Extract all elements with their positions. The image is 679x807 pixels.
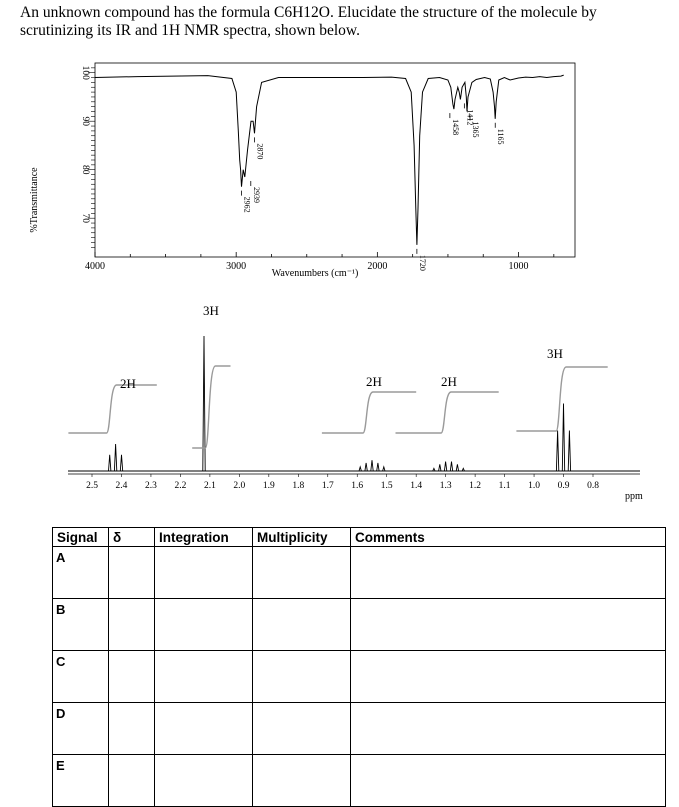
ir-ylabel: %Transmittance xyxy=(29,167,40,233)
nmr-spectrum-chart xyxy=(0,290,679,505)
integration-cell[interactable] xyxy=(155,703,253,755)
nmr-integral-label: 2H xyxy=(441,374,457,389)
nmr-peak-line xyxy=(456,464,458,471)
svg-text:1365: 1365 xyxy=(471,121,480,138)
integration-cell[interactable] xyxy=(155,599,253,651)
nmr-peak-line xyxy=(120,455,122,471)
header-integration: Integration xyxy=(155,528,253,547)
nmr-integral-label: 2H xyxy=(366,374,382,389)
nmr-peak-line xyxy=(568,431,570,472)
ir-xlabel: Wavenumbers (cm⁻¹) xyxy=(271,268,359,279)
svg-text:1458: 1458 xyxy=(450,119,460,136)
nmr-xtick-label: 1.1 xyxy=(498,481,511,491)
nmr-peak-line xyxy=(439,464,441,471)
nmr-xtick-label: 1.2 xyxy=(469,481,482,491)
nmr-integral-label: 3H xyxy=(203,303,219,318)
nmr-xtick-label: 1.0 xyxy=(528,481,540,491)
multiplicity-cell[interactable] xyxy=(253,599,351,651)
ir-xtick-label: 2000 xyxy=(367,261,388,272)
svg-text:1165: 1165 xyxy=(496,128,506,145)
comments-cell[interactable] xyxy=(351,755,666,807)
svg-text:2870: 2870 xyxy=(255,143,265,160)
svg-text:1720: 1720 xyxy=(417,254,427,271)
nmr-xtick-label: 1.4 xyxy=(410,481,423,491)
ir-xtick-label: 3000 xyxy=(226,261,247,272)
header-comments: Comments xyxy=(351,528,666,547)
nmr-xlabel: ppm xyxy=(625,491,643,502)
nmr-peak-line xyxy=(371,460,373,471)
multiplicity-cell[interactable] xyxy=(253,703,351,755)
signal-label: B xyxy=(53,599,109,651)
nmr-xtick-label: 1.8 xyxy=(292,481,305,491)
table-row xyxy=(53,755,666,807)
nmr-signal xyxy=(433,462,465,471)
nmr-peak-line xyxy=(365,463,367,471)
integration-cell[interactable] xyxy=(155,547,253,599)
svg-text:2939: 2939 xyxy=(251,186,261,203)
header-multiplicity: Multiplicity xyxy=(253,528,351,547)
nmr-integral-label: 2H xyxy=(120,376,136,391)
nmr-peak-line xyxy=(450,462,452,471)
delta-cell[interactable] xyxy=(109,547,155,599)
nmr-signal xyxy=(109,444,123,471)
nmr-xtick-label: 1.5 xyxy=(380,481,393,491)
header-delta: δ xyxy=(109,528,155,547)
delta-cell[interactable] xyxy=(109,703,155,755)
ir-ytick-label: 80 xyxy=(80,164,90,175)
question-text: An unknown compound has the formula C6H12O. Elucidate the structure of the molecule by scrutinizing its IR and 1H NMR spectra, shown below. xyxy=(20,4,597,39)
nmr-xtick-label: 2.5 xyxy=(86,481,98,491)
nmr-xtick-label: 0.8 xyxy=(587,481,599,491)
nmr-peak-line xyxy=(109,455,111,471)
signal-label: E xyxy=(53,755,109,807)
nmr-integral xyxy=(192,303,230,448)
svg-text:1412: 1412 xyxy=(465,109,475,126)
nmr-xtick-label: 2.1 xyxy=(203,481,216,491)
multiplicity-cell[interactable] xyxy=(253,547,351,599)
nmr-signal xyxy=(203,336,205,471)
nmr-peak-line xyxy=(114,444,116,471)
multiplicity-cell[interactable] xyxy=(253,651,351,703)
ir-curve xyxy=(95,75,564,245)
ir-ytick-label: 90 xyxy=(80,116,90,126)
ir-peak-label xyxy=(417,249,427,271)
ir-xtick-label: 1000 xyxy=(508,261,529,272)
delta-cell[interactable] xyxy=(109,651,155,703)
nmr-integral xyxy=(68,376,156,433)
comments-cell[interactable] xyxy=(351,547,666,599)
header-signal: Signal xyxy=(53,528,109,547)
signal-label: C xyxy=(53,651,109,703)
ir-ytick-label: 70 xyxy=(80,213,90,223)
nmr-peak-line xyxy=(562,404,564,472)
ir-peak-label xyxy=(450,113,460,135)
answer-table xyxy=(52,527,666,807)
nmr-signal xyxy=(359,460,385,471)
ir-peak-label xyxy=(495,123,505,145)
signal-label: D xyxy=(53,703,109,755)
integration-cell[interactable] xyxy=(155,651,253,703)
nmr-peak-line xyxy=(359,467,361,471)
nmr-integral xyxy=(322,374,416,433)
nmr-integral xyxy=(516,346,607,431)
delta-cell[interactable] xyxy=(109,755,155,807)
ir-peak-label xyxy=(255,137,265,159)
table-row xyxy=(53,651,666,703)
nmr-peak-line xyxy=(203,336,205,471)
nmr-xtick-label: 1.3 xyxy=(439,481,452,491)
nmr-xtick-label: 2.0 xyxy=(233,481,246,491)
nmr-xtick-label: 1.9 xyxy=(262,481,275,491)
nmr-xtick-label: 2.3 xyxy=(145,481,157,491)
table-header-row xyxy=(53,528,666,547)
nmr-xtick-label: 1.6 xyxy=(351,481,364,491)
table-row xyxy=(53,703,666,755)
multiplicity-cell[interactable] xyxy=(253,755,351,807)
delta-cell[interactable] xyxy=(109,599,155,651)
nmr-xtick-label: 2.4 xyxy=(115,481,128,491)
signal-label: A xyxy=(53,547,109,599)
nmr-xtick-label: 0.9 xyxy=(557,481,570,491)
ir-plot-frame xyxy=(95,63,575,257)
ir-xtick-label: 4000 xyxy=(85,261,105,272)
nmr-xtick-label: 1.7 xyxy=(321,481,334,491)
comments-cell[interactable] xyxy=(351,651,666,703)
nmr-peak-line xyxy=(556,431,558,472)
nmr-peak-line xyxy=(444,462,446,471)
comments-cell[interactable] xyxy=(351,703,666,755)
table-row xyxy=(53,599,666,651)
nmr-peak-line xyxy=(377,463,379,471)
nmr-xtick-label: 2.2 xyxy=(174,481,187,491)
nmr-integral-label: 3H xyxy=(547,346,563,361)
ir-peak-label xyxy=(251,181,261,203)
nmr-peak-line xyxy=(383,467,385,471)
table-row xyxy=(53,547,666,599)
svg-text:2962: 2962 xyxy=(242,196,252,213)
ir-ytick-label: 100 xyxy=(80,65,90,80)
nmr-integral xyxy=(396,374,499,433)
comments-cell[interactable] xyxy=(351,599,666,651)
ir-peak-label xyxy=(242,191,252,213)
integration-cell[interactable] xyxy=(155,755,253,807)
